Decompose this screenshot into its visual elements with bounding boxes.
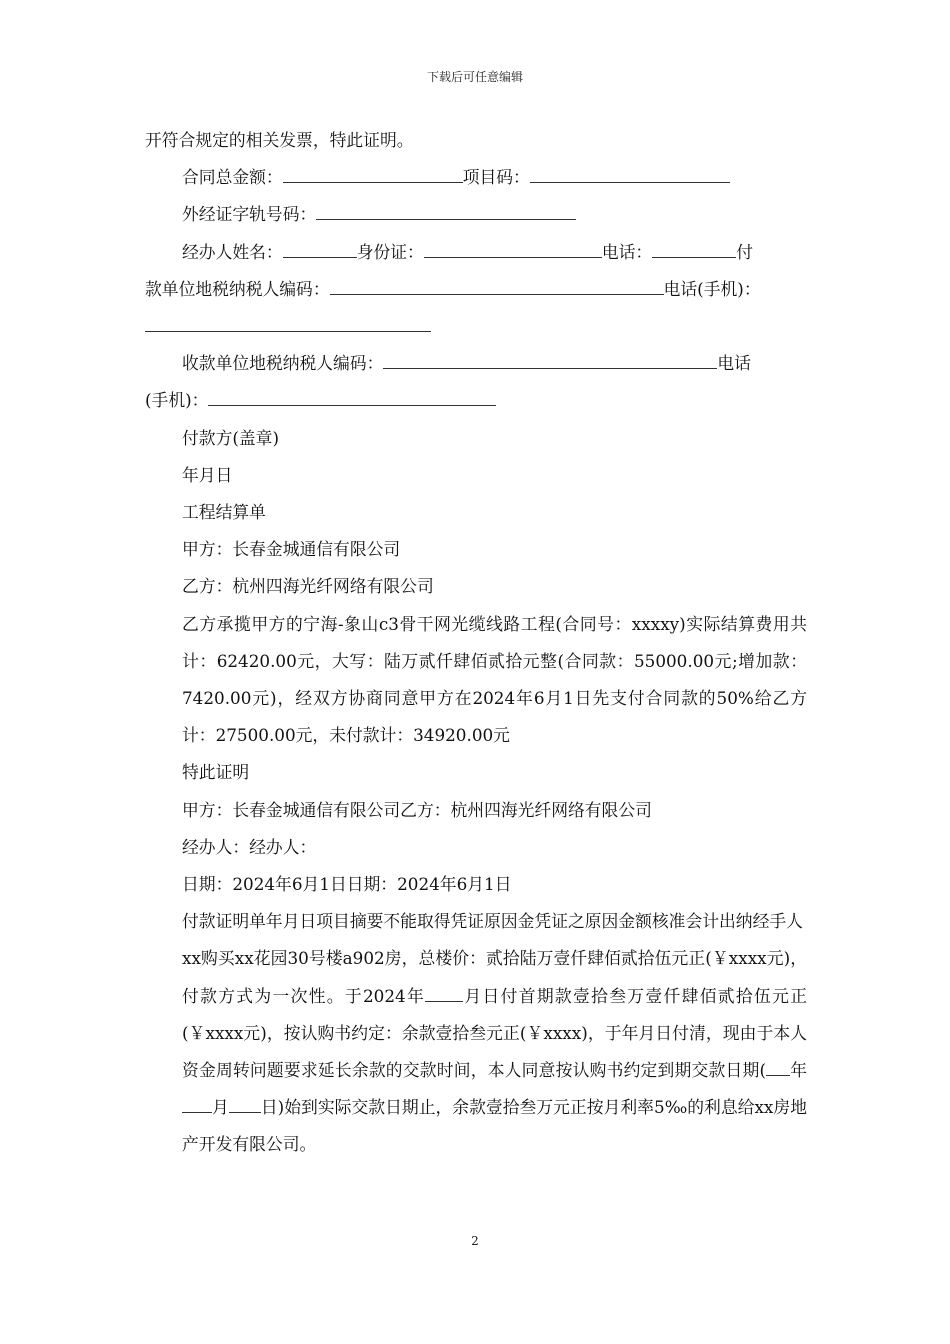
line-certify: 特此证明 <box>182 762 250 783</box>
contract-amount-blank <box>283 164 463 183</box>
day-blank <box>229 1094 261 1113</box>
line-settlement-title: 工程结算单 <box>182 502 266 523</box>
line-payer-mobile <box>145 308 807 345</box>
line-handler-info: 经办人姓名： 身份证： 电话： 付 <box>145 234 807 271</box>
page-header: 下载后可任意编辑 <box>426 70 523 84</box>
phone-blank <box>652 239 736 258</box>
line-certificate-number: 外经证字轨号码： <box>145 196 807 233</box>
payer-tax-code-blank <box>330 276 664 295</box>
paragraph-payment-proof: 付款证明单年月日项目摘要不能取得凭证原因金凭证之原因金额核准会计出纳经手人 <box>182 911 803 932</box>
payee-mobile-blank <box>208 387 496 406</box>
handler-name-blank <box>283 239 357 258</box>
payer-mobile-blank <box>145 313 431 332</box>
project-code-blank <box>530 164 730 183</box>
date-blank <box>425 983 463 1002</box>
paragraph-settlement: 乙方承揽甲方的宁海-象山c3骨干网光缆线路工程(合同号：xxxxy)实际结算费用共计：62420.00元，大写：陆万贰仟肆佰贰拾元整(合同款：55000.00元;增加款：7420.00元)，经双方协商同意甲方在2024年6月1日先支付合同款的50%给乙方计：27500.00元，未付款计：34920.00元 <box>182 613 807 746</box>
line-payee-mobile: (手机)： <box>145 382 807 419</box>
line-contract-amount: 合同总金额： 项目码： <box>145 159 807 196</box>
line-payee-tax-code: 收款单位地税纳税人编码： 电话 <box>145 345 807 382</box>
line-party-a: 甲方：长春金城通信有限公司 <box>182 539 401 560</box>
document-body <box>145 122 807 1164</box>
line-party-b: 乙方：杭州四海光纤网络有限公司 <box>182 576 434 597</box>
id-card-blank <box>424 239 602 258</box>
paragraph-purchase: xx购买xx花园30号楼a902房，总楼价：贰拾陆万壹仟肆佰贰拾伍元正(￥xxxx元)，付款方式为一次性。于2024年 月日付首期款壹拾叁万壹仟肆佰贰拾伍元正(￥xxxx元)，按认购书约定：余款壹拾叁元正(￥xxxx)，于年月日付清，现由于本人资金周转问题要求延长余款的交款时间，本人同意按认购书约定到期交款日期( 年月 日)始到实际交款日期止，余款壹拾叁万元正按月利率5‰的利息给xx房地产开发有限公司。 <box>182 948 807 1155</box>
line-handlers: 经办人：经办人： <box>182 836 317 857</box>
line-dates: 日期：2024年6月1日日期：2024年6月1日 <box>182 874 512 895</box>
line-payer-seal: 付款方(盖章) <box>182 427 280 448</box>
certificate-number-blank <box>316 201 576 220</box>
line-invoice-proof: 开符合规定的相关发票，特此证明。 <box>145 130 414 150</box>
line-parties: 甲方：长春金城通信有限公司乙方：杭州四海光纤网络有限公司 <box>182 799 652 820</box>
month-blank <box>182 1094 212 1113</box>
page-number: 2 <box>471 1234 479 1248</box>
line-date: 年月日 <box>182 464 233 485</box>
payee-tax-code-blank <box>383 350 717 369</box>
year-blank <box>766 1057 790 1076</box>
line-payer-tax-code: 款单位地税纳税人编码： 电话(手机)： <box>145 271 807 308</box>
